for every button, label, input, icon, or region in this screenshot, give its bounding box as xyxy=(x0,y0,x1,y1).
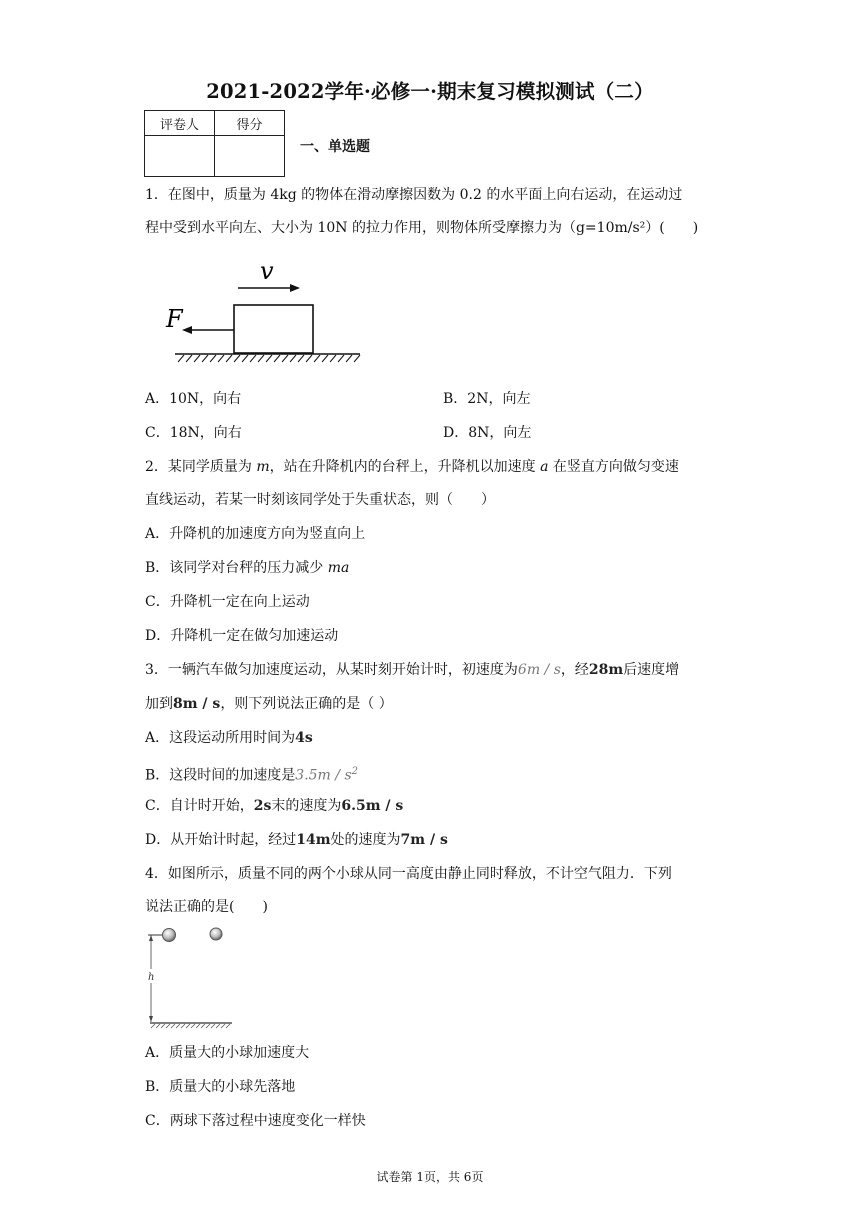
q1-stem-line1: 1．在图中，质量为 4kg 的物体在滑动摩擦因数为 0.2 的水平面上向右运动，在运动过 xyxy=(145,187,683,203)
force-label: F xyxy=(166,305,183,333)
q2-mass-symbol: m xyxy=(256,459,270,475)
page-title: 2021-2022学年·必修一·期末复习模拟测试（二） xyxy=(206,80,654,103)
height-arrow-up xyxy=(149,935,153,941)
q2-stem-part1: 2．某同学质量为 xyxy=(145,459,257,475)
q4-stem-line2: 说法正确的是( ) xyxy=(145,899,268,915)
q2-option-d: D．升降机一定在做匀加速运动 xyxy=(145,628,339,644)
q2-option-a: A．升降机的加速度方向为竖直向上 xyxy=(145,526,366,542)
q3-option-d-text2: 处的速度为 xyxy=(330,832,401,848)
q1-option-c: C．18N，向右 xyxy=(145,425,242,441)
q3-option-b-math: 3.5m / s xyxy=(295,767,352,784)
q3-stem-part1: 3．一辆汽车做匀加速度运动，从某时刻开始计时，初速度为 xyxy=(145,662,518,678)
q3-distance: 28m xyxy=(588,662,624,678)
q2-stem-part2: ，站在升降机内的台秤上，升降机以加速度 xyxy=(269,459,541,475)
force-arrowhead xyxy=(182,326,192,334)
q2-accel-symbol: a xyxy=(540,459,549,475)
ground-hatching xyxy=(151,1024,230,1028)
score-table-grader-header: 评卷人 xyxy=(145,111,215,136)
q4-option-b: B．质量大的小球先落地 xyxy=(145,1079,296,1095)
q2-option-c: C．升降机一定在向上运动 xyxy=(145,594,310,610)
q4-stem-line1: 4．如图所示，质量不同的两个小球从同一高度由静止同时释放，不计空气阻力．下列 xyxy=(145,866,672,882)
score-table-score-header: 得分 xyxy=(215,111,285,136)
score-table-grader-cell xyxy=(145,136,215,177)
q3-option-a-text: A．这段运动所用时间为 xyxy=(145,730,296,746)
q1-block-figure xyxy=(160,255,370,370)
q2-option-b-text: B．该同学对台秤的压力减少 xyxy=(145,560,328,576)
q4-option-a: A．质量大的小球加速度大 xyxy=(145,1045,310,1061)
q3-option-c-math1: 2s xyxy=(253,798,272,814)
q3-stem-line1 xyxy=(145,661,679,679)
q3-option-d-math1: 14m xyxy=(296,832,331,848)
block xyxy=(234,305,313,353)
q3-option-d-text1: D．从开始计时起，经过 xyxy=(145,832,297,848)
q2-option-b xyxy=(145,559,349,577)
q3-option-c-math2: 6.5m / s xyxy=(341,798,404,814)
q2-option-b-math: ma xyxy=(327,560,350,576)
q1-option-b: B．2N，向左 xyxy=(443,391,531,407)
q3-option-b-text: B．这段时间的加速度是 xyxy=(145,767,296,784)
q3-option-b xyxy=(145,763,358,785)
velocity-arrowhead xyxy=(290,284,300,292)
q3-option-c-text2: 末的速度为 xyxy=(271,798,342,814)
q4-falling-balls-figure xyxy=(142,922,242,1034)
q3-initial-velocity: 6m / s xyxy=(517,662,561,678)
q3-option-c-text1: C．自计时开始， xyxy=(145,798,254,814)
section-title: 一、单选题 xyxy=(300,139,370,155)
score-table-score-cell xyxy=(215,136,285,177)
velocity-label: v xyxy=(260,257,274,285)
q1-option-a: A．10N，向右 xyxy=(145,391,242,407)
q3-stem-part4: 加到 xyxy=(145,696,173,712)
q1-option-d: D．8N，向左 xyxy=(443,425,532,441)
score-table xyxy=(144,110,285,177)
q4-option-c: C．两球下落过程中速度变化一样快 xyxy=(145,1113,366,1129)
ball-1 xyxy=(163,929,176,942)
q2-stem-line2: 直线运动，若某一时刻该同学处于失重状态，则（ ） xyxy=(145,492,495,508)
ground-hatching xyxy=(178,355,360,362)
ball-2 xyxy=(210,928,222,940)
q3-stem-part5: ，则下列说法正确的是（ ） xyxy=(220,696,393,712)
q3-option-b-exponent: 2 xyxy=(351,766,359,777)
q2-stem-part3: 在竖直方向做匀变速 xyxy=(548,459,679,475)
height-label: h xyxy=(148,972,155,983)
q2-stem-line1 xyxy=(145,458,679,476)
q3-option-a-math: 4s xyxy=(295,730,313,746)
q3-option-d-math2: 7m / s xyxy=(400,832,448,848)
page-footer: 试卷第 1页，共 6页 xyxy=(376,1170,484,1184)
q3-stem-part2: ，经 xyxy=(560,662,589,678)
q3-final-velocity: 8m / s xyxy=(173,696,221,712)
q1-stem-line2: 程中受到水平向左、大小为 10N 的拉力作用，则物体所受摩擦力为（g=10m/s²）( ) xyxy=(145,220,699,236)
height-arrow-down xyxy=(149,1016,153,1022)
q3-stem-line2 xyxy=(145,695,393,713)
q3-option-d xyxy=(145,831,448,849)
q3-stem-part3: 后速度增 xyxy=(623,662,680,678)
q3-option-c xyxy=(145,797,403,815)
q3-option-a xyxy=(145,729,313,747)
